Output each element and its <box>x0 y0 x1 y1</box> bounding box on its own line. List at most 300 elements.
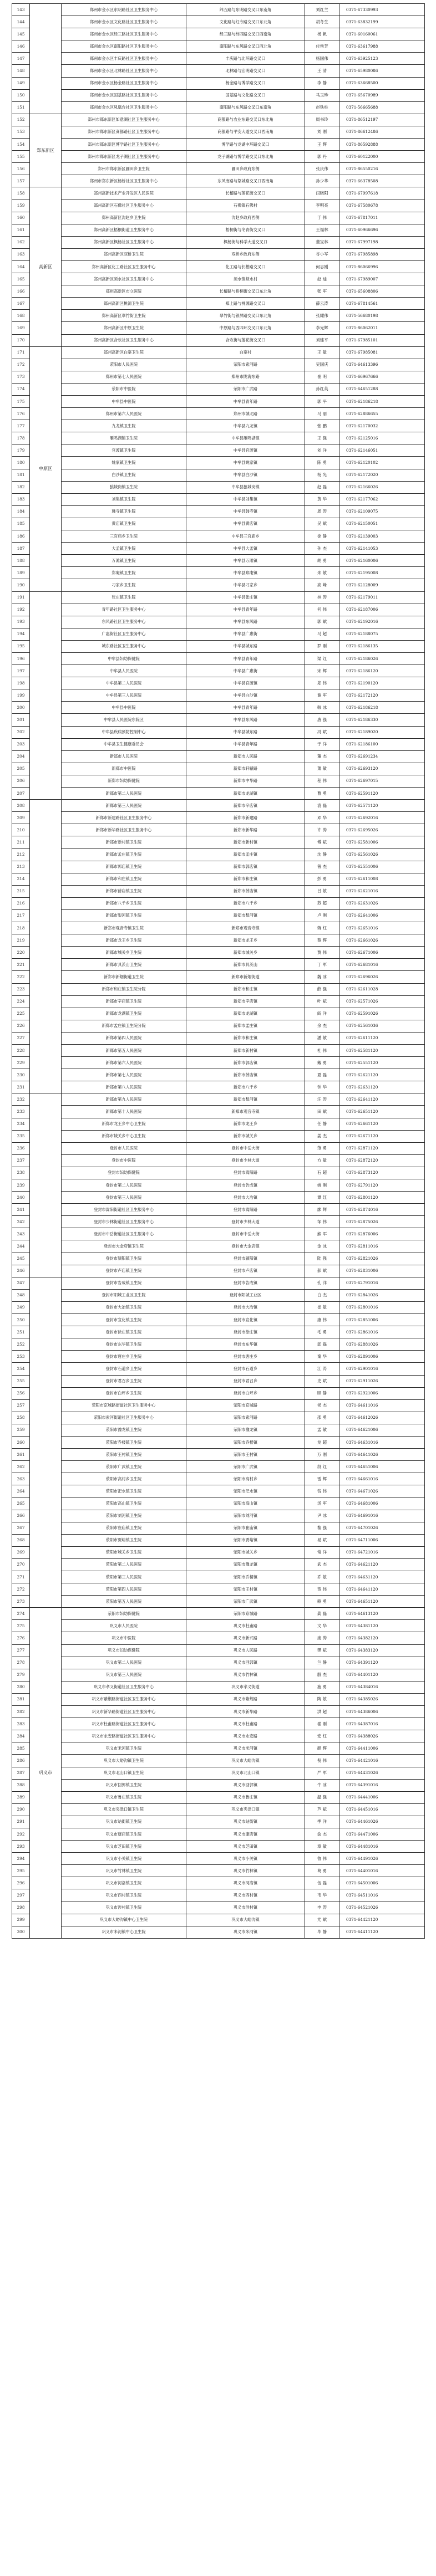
institution-name: 荥阳市第三人民医院 <box>62 1571 186 1583</box>
row-number: 143 <box>12 4 30 16</box>
phone-number: 0371-67985101 <box>339 334 425 346</box>
phone-number: 0371-67997198 <box>339 236 425 248</box>
institution-address: 新郑市人民路 <box>186 750 305 763</box>
table-row <box>12 457 425 469</box>
table-row <box>12 16 425 28</box>
institution-address: 荥阳市汜水镇 <box>186 1485 305 1497</box>
institution-address: 新郑市和庄镇 <box>186 873 305 885</box>
institution-address: 中牟县东风路 <box>186 714 305 726</box>
row-number: 198 <box>12 677 30 689</box>
institution-address: 中牟县万滩镇 <box>186 555 305 567</box>
phone-number: 0371-64387016 <box>339 1718 425 1730</box>
institution-address: 登封市白坪乡 <box>186 1387 305 1399</box>
institution-address: 荥阳市王村镇 <box>186 1449 305 1461</box>
table-row <box>12 1387 425 1399</box>
institution-address: 登封市东华镇 <box>186 1338 305 1351</box>
table-row <box>12 849 425 861</box>
institution-name: 荥阳市乔楼镇卫生院 <box>62 1436 186 1448</box>
contact-person: 于 洋 <box>305 738 339 750</box>
institution-name: 新郑市具茨山卫生院 <box>62 959 186 971</box>
row-number: 149 <box>12 77 30 89</box>
institution-name: 荥阳市第二人民医院 <box>62 1558 186 1571</box>
phone-number: 0371-62186330 <box>339 714 425 726</box>
contact-person: 孙少华 <box>305 175 339 187</box>
table-row <box>12 1632 425 1644</box>
institution-address: 巩义市大峪沟镇 <box>186 1755 305 1767</box>
row-number: 270 <box>12 1558 30 1571</box>
institution-address: 巩义市鲁庄镇 <box>186 1791 305 1803</box>
institution-name: 巩义市孝义街道社区卫生服务中心 <box>62 1681 186 1693</box>
institution-address: 荥阳市索河路 <box>186 359 305 371</box>
institution-address: 中牟县广惠街 <box>186 628 305 640</box>
institution-address: 新郑市薛店镇 <box>186 885 305 897</box>
row-number: 170 <box>12 334 30 346</box>
institution-name: 郑州市郑东新区商都路社区卫生服务中心 <box>62 126 186 138</box>
table-row <box>12 224 425 236</box>
contact-person: 曾 杰 <box>305 861 339 873</box>
contact-person: 陆 强 <box>305 1253 339 1265</box>
institution-name: 荥阳市汜水镇卫生院 <box>62 1485 186 1497</box>
contact-person: 贾 伟 <box>305 947 339 959</box>
row-number: 296 <box>12 1877 30 1889</box>
row-number: 289 <box>12 1791 30 1803</box>
phone-number: 0371-62791016 <box>339 1277 425 1289</box>
phone-number: 0371-62172120 <box>339 689 425 702</box>
phone-number: 0371-62611008 <box>339 873 425 885</box>
row-number: 222 <box>12 971 30 983</box>
row-number: 165 <box>12 273 30 285</box>
phone-number: 0371-64411120 <box>339 1926 425 1938</box>
institution-address: 登封市阳城工业区 <box>186 1289 305 1301</box>
row-number: 253 <box>12 1351 30 1363</box>
row-number: 294 <box>12 1853 30 1865</box>
institution-name: 新郑市第九人民医院 <box>62 1093 186 1106</box>
phone-number: 0371-62189020 <box>339 726 425 738</box>
institution-name: 郑州高新区市立医院 <box>62 285 186 298</box>
table-row <box>12 1118 425 1130</box>
institution-name: 登封市颍阳镇卫生院 <box>62 1253 186 1265</box>
institution-name: 荥阳市高山镇卫生院 <box>62 1497 186 1510</box>
phone-number: 0371-64471006 <box>339 1828 425 1840</box>
contact-person: 庞 涛 <box>305 1632 339 1644</box>
institution-name: 荥阳市人民医院 <box>62 359 186 371</box>
contact-person: 熊 军 <box>305 1228 339 1240</box>
contact-person: 赵 迪 <box>305 273 339 285</box>
table-row <box>12 1473 425 1485</box>
contact-person: 秦 华 <box>305 1351 339 1363</box>
institution-name: 新郑市和庄镇卫生院 <box>62 873 186 885</box>
phone-number: 0371-60160061 <box>339 28 425 40</box>
table-row <box>12 1375 425 1387</box>
institution-name: 巩义市大峪沟镇卫生院 <box>62 1755 186 1767</box>
institution-name: 巩义市人民医院 <box>62 1620 186 1632</box>
institution-address: 新郑市城关乡 <box>186 1130 305 1142</box>
phone-number: 0371-56680198 <box>339 310 425 322</box>
institution-name: 巩义市回郭镇卫生院 <box>62 1779 186 1791</box>
row-number: 276 <box>12 1632 30 1644</box>
contact-person: 潘 敏 <box>305 1032 339 1044</box>
table-row <box>12 995 425 1008</box>
row-number: 192 <box>12 604 30 616</box>
phone-number: 0371-67817011 <box>339 212 425 224</box>
phone-number: 0371-64386006 <box>339 1706 425 1718</box>
phone-number: 0371-62179011 <box>339 591 425 604</box>
institution-address: 新郑市孟庄镇 <box>186 1020 305 1032</box>
table-row <box>12 1877 425 1889</box>
phone-number: 0371-66967666 <box>339 371 425 383</box>
table-row <box>12 1571 425 1583</box>
institution-address: 圃田乡政府东侧 <box>186 163 305 175</box>
table-row <box>12 1399 425 1412</box>
contact-person: 李 静 <box>305 77 339 89</box>
contact-person: 薛 强 <box>305 983 339 995</box>
contact-person: 朱 敏 <box>305 567 339 579</box>
contact-person: 戴 勇 <box>305 1057 339 1069</box>
institution-address: 郑上路与桃源路交叉口 <box>186 298 305 310</box>
row-number: 168 <box>12 310 30 322</box>
institution-address: 梧桐街与冬青街交叉口 <box>186 224 305 236</box>
contact-person: 夏 磊 <box>305 1069 339 1081</box>
row-number: 180 <box>12 457 30 469</box>
contact-person: 郑 伟 <box>305 677 339 689</box>
institution-name: 登封市中医院 <box>62 1154 186 1167</box>
contact-person: 丁 军 <box>305 959 339 971</box>
contact-person: 赵 磊 <box>305 481 339 493</box>
institution-name: 中牟县第二人民医院 <box>62 677 186 689</box>
contact-person: 薛云涛 <box>305 298 339 310</box>
contact-person: 康 伟 <box>305 1314 339 1326</box>
phone-number: 0371-64421016 <box>339 1755 425 1767</box>
row-number: 266 <box>12 1510 30 1522</box>
institution-address: 中牟县青年路 <box>186 738 305 750</box>
phone-number: 0371-62561026 <box>339 849 425 861</box>
contact-person: 刘建平 <box>305 334 339 346</box>
contact-person: 于 伟 <box>305 212 339 224</box>
phone-number: 0371-60966696 <box>339 224 425 236</box>
table-row <box>12 824 425 836</box>
table-row <box>12 518 425 530</box>
row-number: 279 <box>12 1669 30 1681</box>
phone-number: 0371-62692016 <box>339 812 425 824</box>
institution-name: 登封市白坪乡卫生院 <box>62 1387 186 1399</box>
institution-name: 郑州市郑东新区博学路社区卫生服务中心 <box>62 139 186 151</box>
institution-name: 登封市嵩阳街道社区卫生服务中心 <box>62 1204 186 1216</box>
row-number: 215 <box>12 885 30 897</box>
district-cell <box>30 800 62 1093</box>
row-number: 284 <box>12 1730 30 1742</box>
table-row <box>12 383 425 395</box>
contact-person: 何志刚 <box>305 260 339 273</box>
row-number: 239 <box>12 1179 30 1192</box>
contact-person: 鲁 伟 <box>305 1853 339 1865</box>
contact-person: 卢 刚 <box>305 909 339 922</box>
row-number: 234 <box>12 1118 30 1130</box>
contact-person: 苏 超 <box>305 897 339 909</box>
institution-name: 万滩镇卫生院 <box>62 555 186 567</box>
table-row <box>12 1902 425 1914</box>
institution-name: 巩义市康店镇卫生院 <box>62 1828 186 1840</box>
table-row <box>12 175 425 187</box>
phone-number: 0371-64521026 <box>339 1902 425 1914</box>
table-row <box>12 200 425 212</box>
contact-person: 郭 平 <box>305 396 339 408</box>
row-number: 151 <box>12 101 30 114</box>
contact-person: 马 超 <box>305 628 339 640</box>
table-row <box>12 959 425 971</box>
row-number: 184 <box>12 505 30 518</box>
contact-person: 胡冬生 <box>305 16 339 28</box>
contact-person: 陈 勇 <box>305 457 339 469</box>
table-row <box>12 1044 425 1056</box>
phone-number: 0371-62591026 <box>339 1008 425 1020</box>
institution-address: 巩义市竹林镇 <box>186 1865 305 1877</box>
contact-person: 殷 杰 <box>305 1669 339 1681</box>
institution-name: 中牟县人民医院东院区 <box>62 714 186 726</box>
institution-name: 中牟县妇幼保健院 <box>62 652 186 665</box>
phone-number: 0371-63668500 <box>339 77 425 89</box>
row-number: 174 <box>12 383 30 395</box>
institution-name: 巩义市第二人民医院 <box>62 1657 186 1669</box>
institution-address: 新郑市梨河镇 <box>186 1093 305 1106</box>
institution-name: 郑州市郑东新区圃田乡卫生院 <box>62 163 186 175</box>
table-row <box>12 1889 425 1902</box>
contact-person: 黎 强 <box>305 1522 339 1534</box>
institution-address: 新郑市新村镇 <box>186 1044 305 1056</box>
row-number: 278 <box>12 1657 30 1669</box>
institution-name: 郑州市金水区杨金路社区卫生服务中心 <box>62 77 186 89</box>
row-number: 283 <box>12 1718 30 1730</box>
table-row <box>12 665 425 677</box>
table-row <box>12 285 425 298</box>
phone-number: 0371-64711006 <box>339 1534 425 1546</box>
phone-number: 0371-62911026 <box>339 1375 425 1387</box>
table-row <box>12 1301 425 1313</box>
institution-name: 郑州高新区化工路社区卫生服务中心 <box>62 260 186 273</box>
phone-number: 0371-62190120 <box>339 677 425 689</box>
phone-number: 0371-65980086 <box>339 65 425 77</box>
institution-name: 郑州市金水区北林路社区卫生服务中心 <box>62 65 186 77</box>
phone-number: 0371-64641026 <box>339 1449 425 1461</box>
contact-person: 胡 勇 <box>305 555 339 567</box>
institution-address: 巩义市西村镇 <box>186 1889 305 1902</box>
institution-name: 郑州高新区枫杨社区卫生服务中心 <box>62 236 186 248</box>
institution-address: 中牟县城东路 <box>186 640 305 652</box>
row-number: 156 <box>12 163 30 175</box>
table-row <box>12 750 425 763</box>
row-number: 208 <box>12 800 30 812</box>
contact-person: 常 洋 <box>305 1546 339 1558</box>
contact-person: 史 斌 <box>305 1375 339 1387</box>
institution-address: 商都路与农业东路交叉口东北角 <box>186 114 305 126</box>
phone-number: 0371-64491026 <box>339 1853 425 1865</box>
contact-person: 季 洋 <box>305 1816 339 1828</box>
phone-number: 0371-64383120 <box>339 1644 425 1657</box>
institution-name: 巩义市米河镇卫生院 <box>62 1742 186 1755</box>
district-cell <box>30 4 62 114</box>
contact-person: 孙 杰 <box>305 543 339 555</box>
table-row <box>12 567 425 579</box>
district-cell: 郑东新区 <box>30 114 62 187</box>
contact-person: 钟 华 <box>305 1081 339 1093</box>
institution-name: 登封市妇幼保健院 <box>62 1167 186 1179</box>
contact-person: 杜 伟 <box>305 1044 339 1056</box>
row-number: 243 <box>12 1228 30 1240</box>
contact-person: 萧 敏 <box>305 763 339 775</box>
phone-number: 0371-62146051 <box>339 444 425 457</box>
contact-person: 刘红兰 <box>305 4 339 16</box>
institution-address: 中牟县青年路 <box>186 396 305 408</box>
institution-name: 东风路社区卫生服务中心 <box>62 616 186 628</box>
table-row <box>12 1926 425 1938</box>
institution-address: 新郑市梨河镇 <box>186 909 305 922</box>
table-row <box>12 1314 425 1326</box>
phone-number: 0371-64631016 <box>339 1436 425 1448</box>
contact-person: 章 敏 <box>305 1841 339 1853</box>
phone-number: 0371-64401120 <box>339 1669 425 1681</box>
phone-number: 0371-62873120 <box>339 1167 425 1179</box>
row-number: 235 <box>12 1130 30 1142</box>
institution-name: 荥阳市王村镇卫生院 <box>62 1449 186 1461</box>
row-number: 206 <box>12 775 30 787</box>
institution-address: 须水镇须水村 <box>186 273 305 285</box>
institution-name: 荥阳市中医院 <box>62 383 186 395</box>
contact-person: 邵 勇 <box>305 1412 339 1424</box>
row-number: 227 <box>12 1032 30 1044</box>
row-number: 194 <box>12 628 30 640</box>
institution-address: 新郑市具茨山 <box>186 959 305 971</box>
institution-name: 郑州高新区白寨卫生院 <box>62 346 186 359</box>
institution-address: 登封市大冶镇 <box>186 1192 305 1204</box>
row-number: 272 <box>12 1583 30 1596</box>
row-number: 293 <box>12 1841 30 1853</box>
phone-number: 0371-62861016 <box>339 1326 425 1338</box>
institution-name: 巩义市西村镇卫生院 <box>62 1889 186 1902</box>
phone-number: 0371-62195008 <box>339 567 425 579</box>
contact-person: 邱 磊 <box>305 1338 339 1351</box>
row-number: 213 <box>12 861 30 873</box>
table-row <box>12 1608 425 1620</box>
table-row <box>12 1449 425 1461</box>
district-cell <box>30 1277 62 1608</box>
contact-person: 闫晓阳 <box>305 187 339 200</box>
institution-name: 荥阳市第五人民医院 <box>62 1596 186 1608</box>
institution-name: 郑州市金水区南阳路社区卫生服务中心 <box>62 40 186 53</box>
phone-number: 0371-62791120 <box>339 1179 425 1192</box>
contact-person: 张 军 <box>305 285 339 298</box>
row-number: 173 <box>12 371 30 383</box>
contact-person: 何 伟 <box>305 604 339 616</box>
institution-address: 新郑市和庄镇 <box>186 1032 305 1044</box>
contact-person: 廖 辉 <box>305 1204 339 1216</box>
row-number: 216 <box>12 897 30 909</box>
row-number: 271 <box>12 1571 30 1583</box>
institution-address: 新郑市八千乡 <box>186 1081 305 1093</box>
phone-number: 0371-62160006 <box>339 555 425 567</box>
institution-address: 荥阳市崔庙镇 <box>186 1522 305 1534</box>
contact-person: 顾 静 <box>305 1387 339 1399</box>
phone-number: 0371-64721016 <box>339 1546 425 1558</box>
institution-address: 巩义市人民路 <box>186 1644 305 1657</box>
row-number: 188 <box>12 555 30 567</box>
phone-number: 0371-62886655 <box>339 408 425 420</box>
table-row <box>12 1583 425 1596</box>
institution-address: 巩义市小关镇 <box>186 1853 305 1865</box>
contact-person: 程 伟 <box>305 775 339 787</box>
row-number: 244 <box>12 1240 30 1253</box>
row-number: 193 <box>12 616 30 628</box>
contact-person: 范 勇 <box>305 1142 339 1154</box>
row-number: 145 <box>12 28 30 40</box>
table-row <box>12 1326 425 1338</box>
institution-name: 郑州高新技术产业开发区人民医院 <box>62 187 186 200</box>
institution-name: 巩义市芝田镇卫生院 <box>62 1841 186 1853</box>
table-row <box>12 163 425 175</box>
phone-number: 0371-63617988 <box>339 40 425 53</box>
row-number: 205 <box>12 763 30 775</box>
table-row <box>12 1558 425 1571</box>
contact-person: 葛 勇 <box>305 1865 339 1877</box>
row-number: 275 <box>12 1620 30 1632</box>
table-row <box>12 65 425 77</box>
row-number: 221 <box>12 959 30 971</box>
contact-person: 梁 红 <box>305 652 339 665</box>
contact-person: 张庆伟 <box>305 163 339 175</box>
table-row <box>12 1669 425 1681</box>
contact-person: 侯 杰 <box>305 1399 339 1412</box>
institution-name: 郑州高新区梧桐街道卫生服务中心 <box>62 224 186 236</box>
contact-person: 马玉珍 <box>305 89 339 101</box>
institution-name: 中牟县疾病预防控制中心 <box>62 726 186 738</box>
table-row <box>12 1265 425 1277</box>
phone-number: 0371-62188075 <box>339 628 425 640</box>
contact-person: 郝 斌 <box>305 1265 339 1277</box>
institution-address: 登封市卢店镇 <box>186 1265 305 1277</box>
institution-address: 新郑市新村镇 <box>186 836 305 849</box>
institution-address: 北林路与宏明路交叉口 <box>186 65 305 77</box>
institution-name: 新郑市新烟街道卫生院 <box>62 971 186 983</box>
row-number: 146 <box>12 40 30 53</box>
institution-name: 荥阳市京城路街道社区卫生服务中心 <box>62 1399 186 1412</box>
phone-number: 0371-64613120 <box>339 1608 425 1620</box>
row-number: 232 <box>12 1093 30 1106</box>
contact-person: 龚 磊 <box>305 1608 339 1620</box>
institution-address: 新郑市郭店镇 <box>186 1057 305 1069</box>
contact-person: 龙 超 <box>305 1436 339 1448</box>
row-number: 196 <box>12 652 30 665</box>
row-number: 212 <box>12 849 30 861</box>
row-number: 155 <box>12 151 30 163</box>
institution-name: 新郑市孟庄镇卫生院 <box>62 849 186 861</box>
institution-name: 郑州高新区合欢社区卫生服务中心 <box>62 334 186 346</box>
phone-number: 0371-62170032 <box>339 420 425 432</box>
row-number: 177 <box>12 420 30 432</box>
phone-number: 0371-67330993 <box>339 4 425 16</box>
row-number: 161 <box>12 224 30 236</box>
institution-name: 郑州高新区中原卫生院 <box>62 322 186 334</box>
phone-number: 0371-62120102 <box>339 457 425 469</box>
phone-number: 0371-62128009 <box>339 579 425 591</box>
phone-number: 0371-64661016 <box>339 1473 425 1485</box>
contact-person: 郭 丹 <box>305 151 339 163</box>
table-body <box>12 4 425 1939</box>
phone-number: 0371-62811016 <box>339 1240 425 1253</box>
table-row <box>12 726 425 738</box>
table-row <box>12 1620 425 1632</box>
contact-person: 雷 辉 <box>305 1473 339 1485</box>
contact-person: 张耀伟 <box>305 310 339 322</box>
row-number: 297 <box>12 1889 30 1902</box>
institution-address: 登封市大金店镇 <box>186 1240 305 1253</box>
